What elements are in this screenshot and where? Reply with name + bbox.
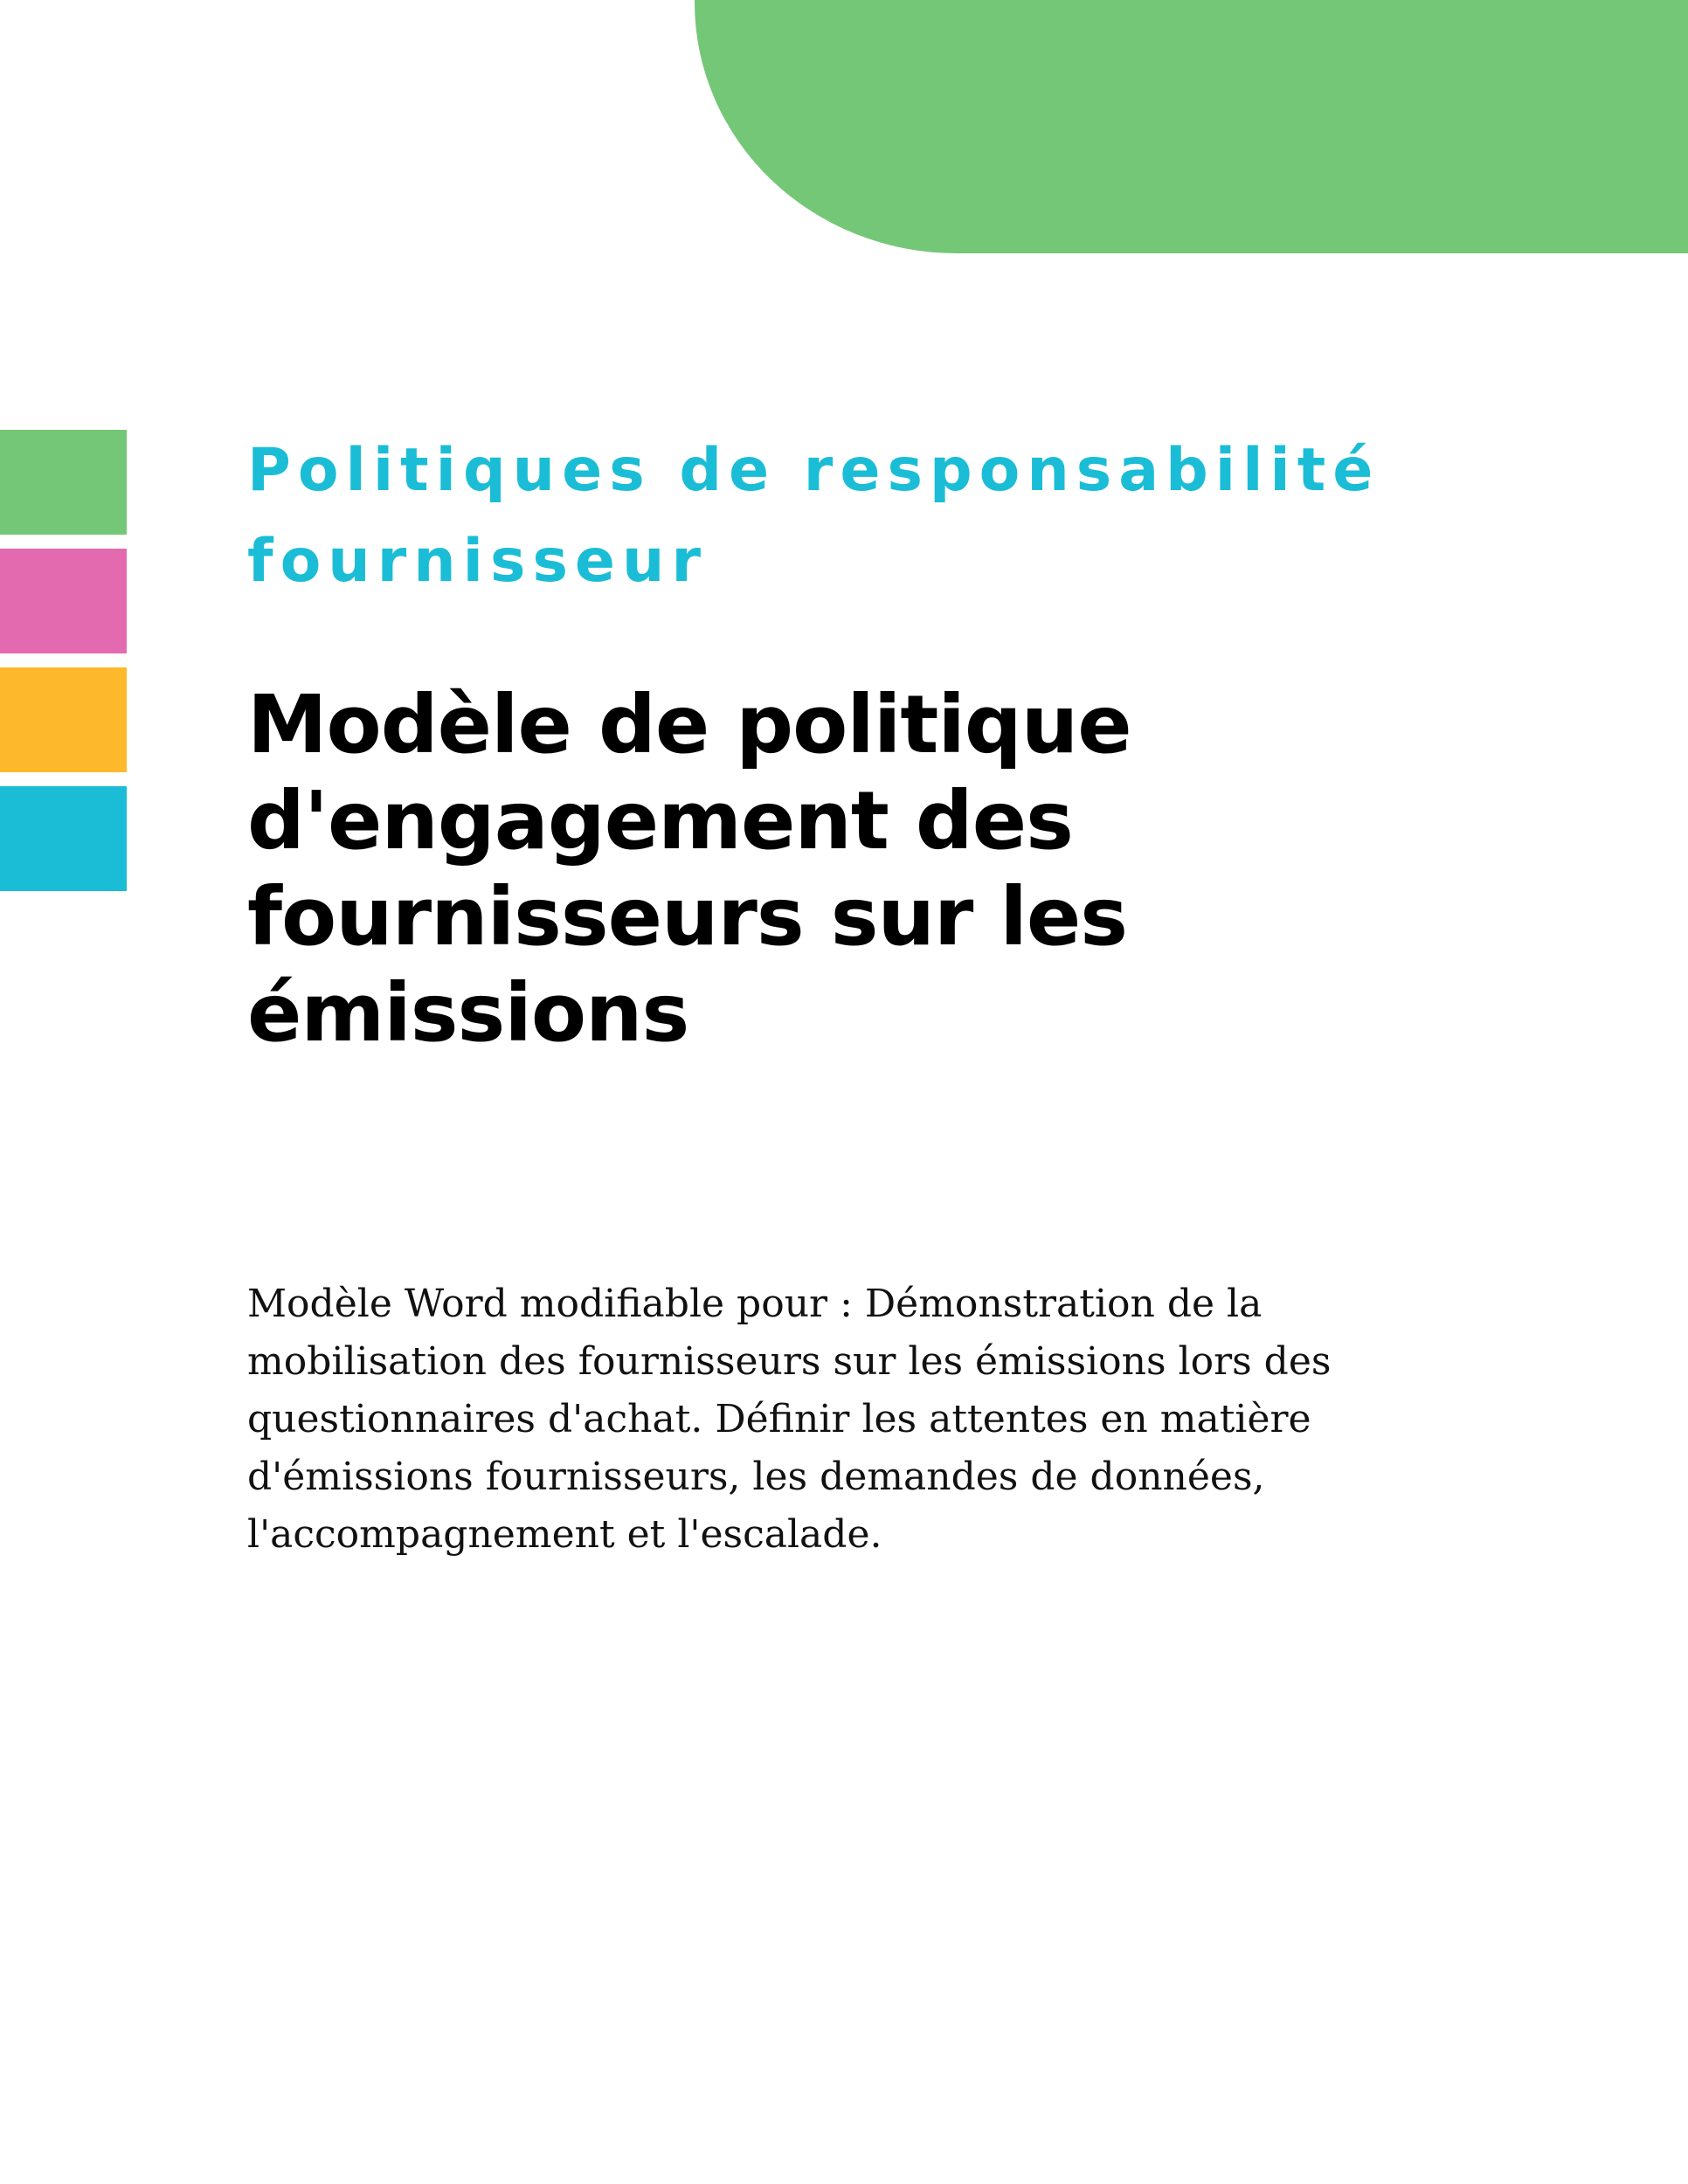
decorative-yellow-bar — [0, 667, 127, 772]
document-category: Politiques de responsabilité fournisseur — [247, 436, 1380, 596]
document-description: Modèle Word modifiable pour : Démonstration de la mobilisation des fournisseurs sur les émissions lors des questionnaires d'achat. Définir les attentes en matière d'émissions fournisseurs, les demandes de données, l'accompagnement et l'escalade. — [247, 1282, 1332, 1557]
decorative-green-bar — [0, 430, 127, 535]
decorative-cyan-bar — [0, 786, 127, 891]
document-title: Modèle de politique d'engagement des fournisseurs sur les émissions — [247, 678, 1131, 1060]
decorative-green-shape — [695, 0, 1688, 253]
decorative-pink-bar — [0, 549, 127, 653]
